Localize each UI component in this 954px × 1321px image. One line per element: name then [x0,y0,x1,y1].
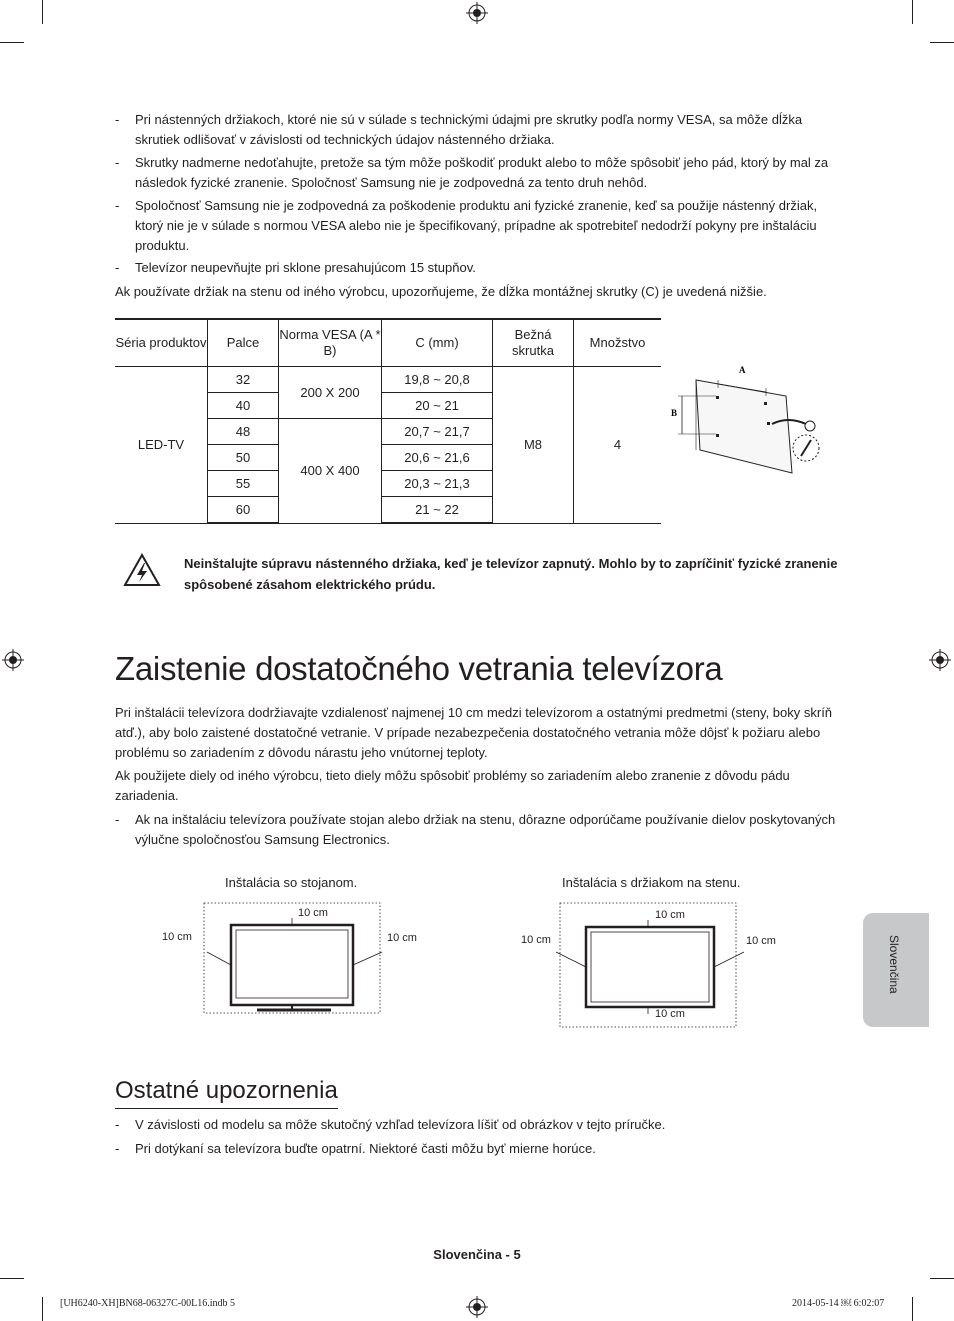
wall-installation-figure [550,900,750,1030]
list-item: - Spoločnosť Samsung nie je zodpovedná za poškodenie produktu ani fyzické zranenie, keď sa použije nástenný držiak, ktorý nie je v súlade s normou VESA alebo nie je špecifikovaný, prípadne ak spotrebiteľ nedodrží pokyny pre inštaláciu produktu. [115,198,818,253]
page-number: Slovenčina - 5 [433,1247,521,1262]
table-header: Množstvo [574,319,662,367]
warning-text: Neinštalujte súpravu nástenného držiaka, keď je televízor zapnutý. Mohlo by to zapríčiniť fyzické zranenie spôsobené zásahom elektrického prúdu. [184,556,838,592]
registration-mark-icon [466,1296,488,1318]
registration-mark-icon [929,649,951,671]
wall-figure-label: Inštalácia s držiakom na stenu. [562,875,741,890]
list-item: - Skrutky nadmerne nedoťahujte, pretože sa tým môže poškodiť produkt alebo to môže spôsobiť jeho pád, ktorý by mal za následok fyzické zranenie. Spoločnosť Samsung nie je zodpovedná za tento druh nehôd. [115,155,829,190]
section-subtitle: Ostatné upozornenia [115,1077,338,1109]
intro-paragraph: Ak používate držiak na stenu od iného výrobcu, upozorňujeme, že dĺžka montážnej skrutky (C) je uvedená nižšie. [115,284,767,299]
table-cell: 21 ~ 22 [382,497,493,524]
table-cell: LED-TV [115,367,208,524]
crop-mark [930,1278,954,1279]
stand-figure-label: Inštalácia so stojanom. [225,875,358,890]
distance-label: 10 cm [655,1008,685,1020]
electric-warning-icon [123,553,161,587]
language-tab-label: Slovenčina [887,935,901,994]
table-header: Séria produktov [115,319,208,367]
table-cell: 50 [208,445,279,471]
distance-label: 10 cm [387,932,417,944]
table-cell: 20,6 ~ 21,6 [382,445,493,471]
section-title: Zaistenie dostatočného vetrania televízora [115,650,723,687]
table-cell: 4 [574,367,662,524]
table-cell: 60 [208,497,279,524]
label-b: B [671,408,678,418]
table-cell: 48 [208,419,279,445]
crop-mark [912,0,913,24]
crop-mark [0,42,24,43]
crop-mark [42,0,43,24]
distance-label: 10 cm [746,935,776,947]
list-item: - V závislosti od modelu sa môže skutočný vzhľad televízora líšiť od obrázkov v tejto príručke. [115,1117,666,1132]
screw-spec-table [115,318,661,524]
paragraph: Pri inštalácii televízora dodržiavajte vzdialenosť najmenej 10 cm medzi televízorom a ostatnými predmetmi (steny, boky skríň atď.), aby bolo zaistené dostatočné vetranie. V prípade nezabezpečenia dostatočného vetrania môže dôjsť k požiaru alebo problému so zariadením z dôvodu nárastu jeho vnútornej teploty. [115,705,833,760]
table-cell: 400 X 400 [279,419,382,524]
list-item: - Televízor neupevňujte pri sklone presahujúcom 15 stupňov. [115,260,476,275]
table-header: Palce [208,319,279,367]
language-tab [863,913,929,1027]
table-header: C (mm) [382,319,493,367]
table-cell: 20,7 ~ 21,7 [382,419,493,445]
table-cell: M8 [493,367,574,524]
crop-mark [930,42,954,43]
distance-label: 10 cm [655,909,685,921]
table-cell: 20,3 ~ 21,3 [382,471,493,497]
table-cell: 55 [208,471,279,497]
distance-label: 10 cm [521,934,551,946]
paragraph: Ak použijete diely od iného výrobcu, tieto diely môžu spôsobiť problémy so zariadením alebo zranenie z dôvodu pádu zariadenia. [115,768,790,803]
distance-label: 10 cm [162,931,192,943]
table-cell: 19,8 ~ 20,8 [382,367,493,393]
label-a: A [739,365,746,375]
list-item: - Pri nástenných držiakoch, ktoré nie sú v súlade s technickými údajmi pre skrutky podľa normy VESA, sa môže dĺžka skrutiek odlišovať v závislosti od technických údajov nástenného držiaka. [115,112,803,147]
table-cell: 40 [208,393,279,419]
stand-installation-figure [195,900,395,1020]
table-header: Bežná skrutka [493,319,574,367]
print-slug-left: [UH6240-XH]BN68-06327C-00L16.indb 5 [60,1298,235,1309]
table-header: Norma VESA (A * B) [279,319,382,367]
wall-mount-diagram [668,358,833,483]
table-cell: 32 [208,367,279,393]
list-item: - Ak na inštaláciu televízora používate stojan alebo držiak na stenu, dôrazne odporúčame používanie dielov poskytovaných výlučne spoločnosťou Samsung Electronics. [115,812,836,847]
table-cell: 200 X 200 [279,367,382,419]
registration-mark-icon [2,649,24,671]
crop-mark [0,1278,24,1279]
print-slug-right: 2014-05-14 ￼ 6:02:07 [792,1298,885,1309]
table-cell: 20 ~ 21 [382,393,493,419]
crop-mark [42,1297,43,1321]
distance-label: 10 cm [298,907,328,919]
list-item: - Pri dotýkaní sa televízora buďte opatrní. Niektoré časti môžu byť mierne horúce. [115,1141,596,1156]
crop-mark [912,1297,913,1321]
registration-mark-icon [466,2,488,24]
